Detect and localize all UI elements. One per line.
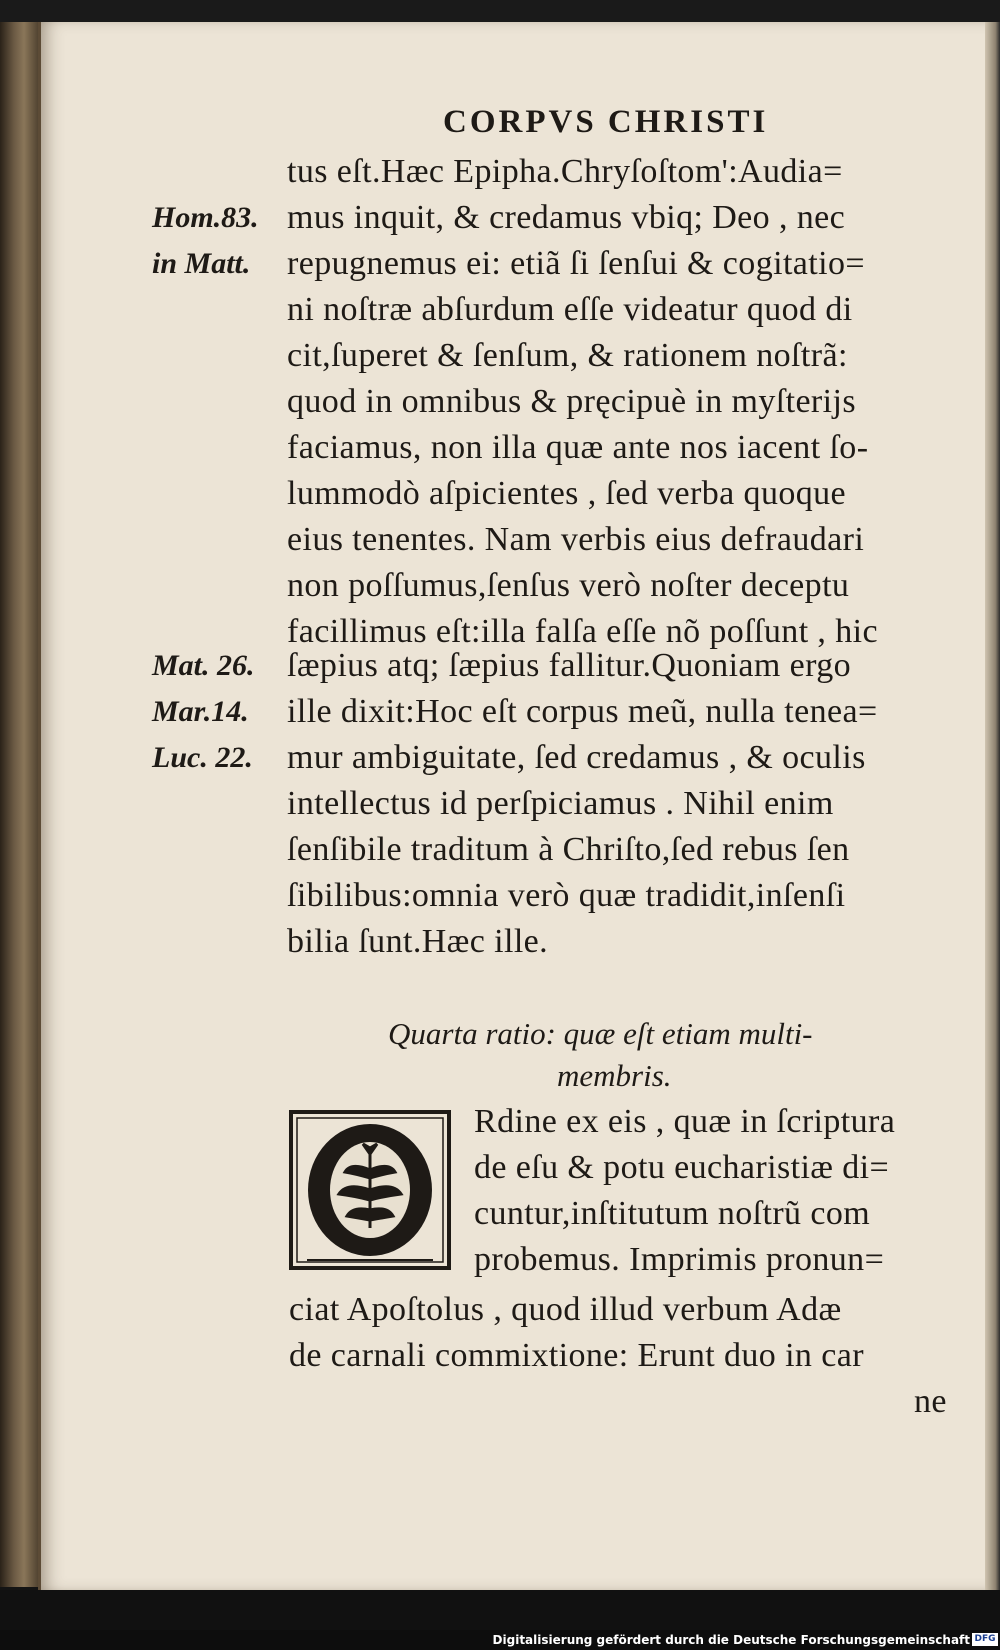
scan-bottom-border (0, 1590, 1000, 1630)
text-line: mus inquit, & credamus vbiq; Deo , nec (287, 199, 846, 236)
text-line: de carnali commixtione: Erunt duo in car (289, 1337, 864, 1374)
text-line: probemus. Imprimis pronun= (474, 1241, 885, 1278)
page-edge (985, 22, 1000, 1590)
text-line: tus eſt.Hæc Epipha.Chryſoſtom':Audia= (287, 153, 843, 190)
text-line: mur ambiguitate, ſed credamus , & oculis (287, 739, 866, 776)
margin-note: Mar.14. (152, 695, 249, 728)
text-line: intellectus id perſpiciamus . Nihil enim (287, 785, 834, 822)
section-heading-continued: membris. (557, 1058, 672, 1093)
text-line: lummodò aſpicientes , ſed verba quoque (287, 475, 847, 512)
text-line: de eſu & potu eucharistiæ di= (474, 1149, 890, 1186)
section-heading: Quarta ratio: quæ eſt etiam multi- (388, 1016, 813, 1051)
margin-note: Hom.83. (152, 201, 259, 234)
text-line: ſæpius atq; ſæpius fallitur.Quoniam ergo (287, 647, 852, 684)
text-line: ſenſibile traditum à Chriſto,ſed rebus ſen (287, 831, 850, 868)
text-line: cuntur,inſtitutum noſtrũ com (474, 1195, 871, 1232)
text-line: ſibilibus:omnia verò quæ tradidit,inſenſi (287, 877, 846, 914)
margin-note: Luc. 22. (152, 741, 253, 774)
text-line: eius tenentes. Nam verbis eius defraudari (287, 521, 865, 558)
text-line: ille dixit:Hoc eſt corpus meũ, nulla tenea= (287, 693, 878, 730)
text-line: faciamus, non illa quæ ante nos iacent ſo- (287, 429, 869, 466)
text-line: ni noſtræ abſurdum eſſe videatur quod di (287, 291, 853, 328)
book-spine (0, 22, 40, 1587)
margin-note: in Matt. (152, 247, 251, 280)
decorated-initial-image (289, 1110, 451, 1270)
text-line: non poſſumus,ſenſus verò noſter deceptu (287, 567, 850, 604)
text-line: repugnemus ei: etiã ſi ſenſui & cogitatio= (287, 245, 865, 282)
ornamental-initial-o-icon (289, 1110, 451, 1270)
running-head: CORPVS CHRISTI (443, 104, 769, 140)
text-line: facillimus eſt:illa falſa eſſe nõ poſſunt , hic (287, 613, 878, 650)
credit-text: Digitalisierung gefördert durch die Deutsche Forschungsgemeinschaft (492, 1633, 970, 1647)
text-line: cit,ſuperet & ſenſum, & rationem noſtrã: (287, 337, 848, 374)
scan-top-border (0, 0, 1000, 22)
digitization-credit-bar (0, 1630, 1000, 1650)
text-line: ciat Apoſtolus , quod illud verbum Adæ (289, 1291, 842, 1328)
text-line: quod in omnibus & pręcipuè in myſterijs (287, 383, 856, 420)
text-line: bilia ſunt.Hæc ille. (287, 923, 549, 960)
dfg-logo-icon: DFG (972, 1633, 998, 1646)
catchword: ne (914, 1383, 947, 1420)
margin-note: Mat. 26. (152, 649, 255, 682)
text-line: Rdine ex eis , quæ in ſcriptura (474, 1103, 896, 1140)
